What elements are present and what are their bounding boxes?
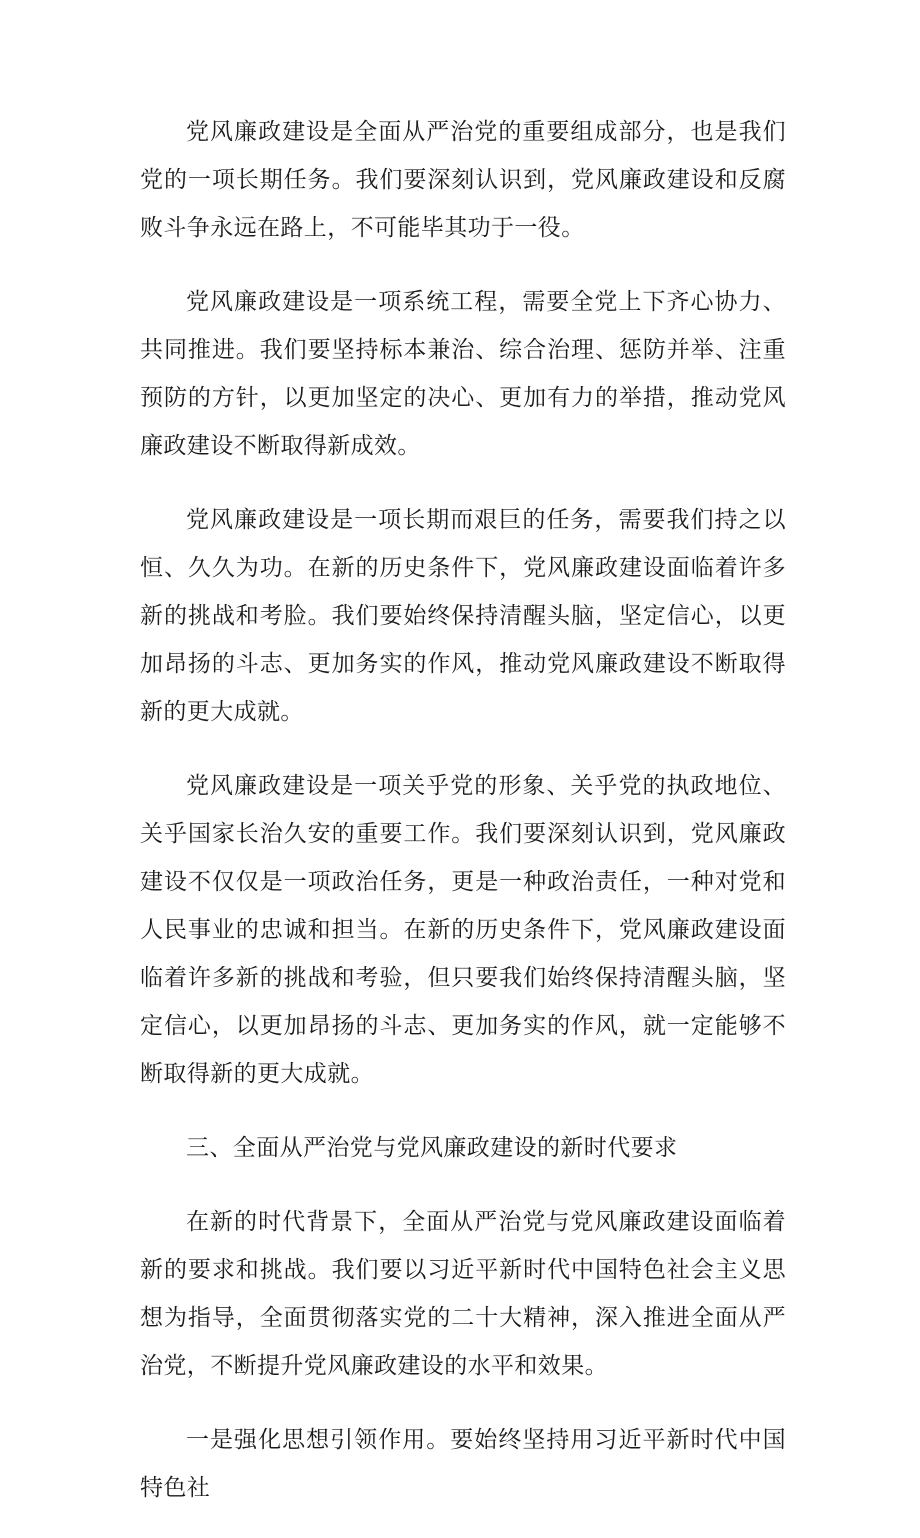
section-paragraph-1: 在新的时代背景下，全面从严治党与党风廉政建设面临着新的要求和挑战。我们要以习近平新时代中国特色社会主义思想为指导，全面贯彻落实党的二十大精神，深入推进全面从严治党，不断提升党风廉政建设的水平和效果。: [140, 1209, 786, 1379]
paragraph-1: 党风廉政建设是全面从严治党的重要组成部分，也是我们党的一项长期任务。我们要深刻认识到，党风廉政建设和反腐败斗争永远在路上，不可能毕其功于一役。: [140, 119, 786, 241]
paragraph-2: 党风廉政建设是一项系统工程，需要全党上下齐心协力、共同推进。我们要坚持标本兼治、综合治理、惩防并举、注重预防的方针，以更加坚定的决心、更加有力的举措，推动党风廉政建设不断取得新成效。: [140, 289, 786, 459]
section-paragraph-2: 一是强化思想引领作用。要始终坚持用习近平新时代中国特色社: [140, 1427, 786, 1501]
document-page: [140, 108, 786, 1538]
paragraph-3: 党风廉政建设是一项长期而艰巨的任务，需要我们持之以恒、久久为功。在新的历史条件下，党风廉政建设面临着许多新的挑战和考脸。我们要始终保持清醒头脑，坚定信心，以更加昂扬的斗志、更加务实的作风，推动党风廉政建设不断取得新的更大成就。: [140, 507, 786, 725]
paragraph-4: 党风廉政建设是一项关乎党的形象、关乎党的执政地位、关乎国家长治久安的重要工作。我们要深刻认识到，党风廉政建设不仅仅是一项政治任务，更是一种政治责任，一种对党和人民事业的忠诚和担当。在新的历史条件下，党风廉政建设面临着许多新的挑战和考验，但只要我们始终保持清醒头脑，坚定信心，以更加昂扬的斗志、更加务实的作风，就一定能够不断取得新的更大成就。: [140, 773, 786, 1087]
section-heading: 三、全面从严治党与党风廉政建设的新时代要求: [186, 1135, 678, 1161]
